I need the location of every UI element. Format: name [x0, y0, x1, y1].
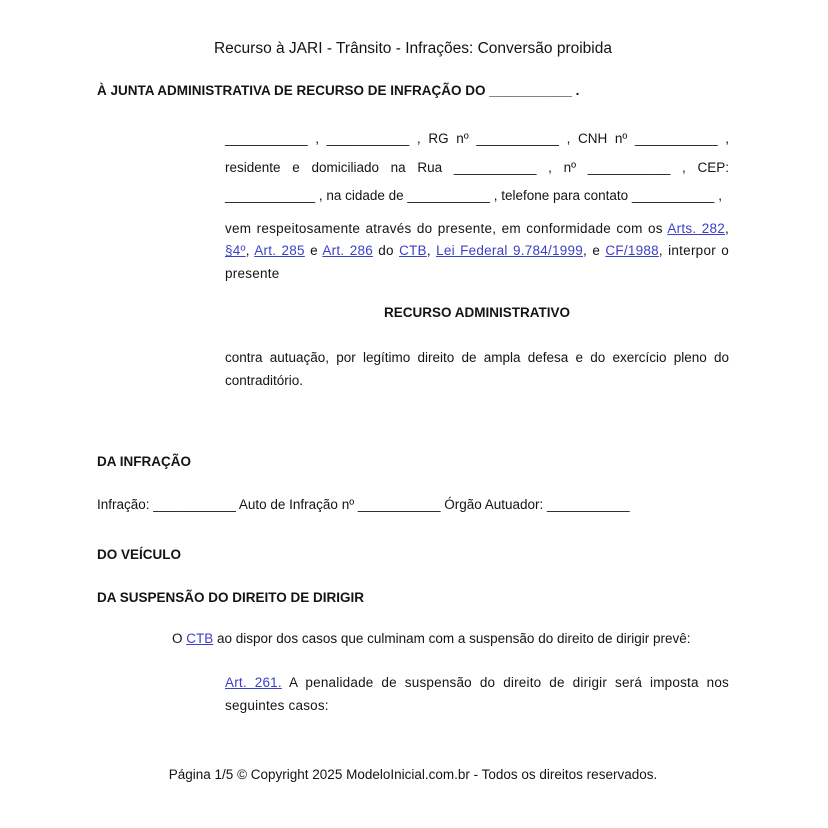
link-lei-federal-9784-1999[interactable]: Lei Federal 9.784/1999	[436, 243, 584, 258]
section-heading-do-veiculo: DO VEÍCULO	[97, 547, 182, 562]
paragraph-legal-basis	[225, 218, 729, 286]
link-ctb[interactable]: CTB	[399, 243, 427, 258]
link-arts-282[interactable]: Arts. 282	[667, 220, 725, 236]
legal-text: , e	[583, 243, 606, 258]
section-heading-da-suspensao: DA SUSPENSÃO DO DIREITO DE DIRIGIR	[97, 590, 365, 605]
legal-text: vem respeitosamente através do presente, em conformidade com os	[225, 220, 668, 236]
paragraph-ctb-intro	[172, 630, 729, 647]
recurso-administrativo-heading: RECURSO ADMINISTRATIVO	[383, 305, 570, 320]
link-ctb-2[interactable]: CTB	[186, 631, 214, 646]
paragraph-contra-autuacao: contra autuação, por legítimo direito de ampla defesa e do exercício pleno do contraditório.	[225, 350, 729, 388]
legal-text: ,	[245, 243, 255, 258]
link-cf-1988[interactable]: CF/1988	[605, 243, 659, 258]
link-art-285[interactable]: Art. 285	[254, 243, 305, 258]
legal-text: do	[372, 243, 400, 258]
ctb-text: ao dispor dos casos que culminam com a suspensão do direito de dirigir prevê:	[213, 631, 691, 646]
paragraph-identification: ___________ , ___________ , RG nº ___________ , CNH nº ___________ , residente e domiciliado na Rua ___________ , nº ___________ , CEP: ____________ , na cidade de ___________ , telefone para contato ___________ ,	[225, 131, 729, 203]
legal-text: ,	[426, 243, 437, 258]
link-art-261[interactable]: Art. 261.	[225, 675, 282, 690]
document-title: Recurso à JARI - Trânsito - Infrações: Conversão proibida	[213, 40, 612, 57]
legal-text: e	[304, 243, 323, 258]
legal-text: , interpor o presente	[225, 243, 729, 281]
page-footer: Página 1/5 © Copyright 2025 ModeloInicial.com.br - Todos os direitos reservados.	[168, 767, 658, 782]
addressee-heading: À JUNTA ADMINISTRATIVA DE RECURSO DE INFRAÇÃO DO ___________ .	[97, 83, 580, 98]
link-art-286[interactable]: Art. 286	[322, 243, 373, 258]
section-heading-da-infracao: DA INFRAÇÃO	[97, 454, 191, 469]
ctb-text: O	[172, 631, 187, 646]
legal-text: ,	[724, 220, 729, 236]
paragraph-art-261	[225, 672, 729, 717]
link-paragrafo-4[interactable]: §4º	[225, 243, 246, 258]
infracao-fields-line: Infração: ___________ Auto de Infração nº ___________ Órgão Autuador: ___________	[97, 497, 630, 512]
art-261-text: A penalidade de suspensão do direito de dirigir será imposta nos seguintes casos:	[225, 675, 729, 713]
